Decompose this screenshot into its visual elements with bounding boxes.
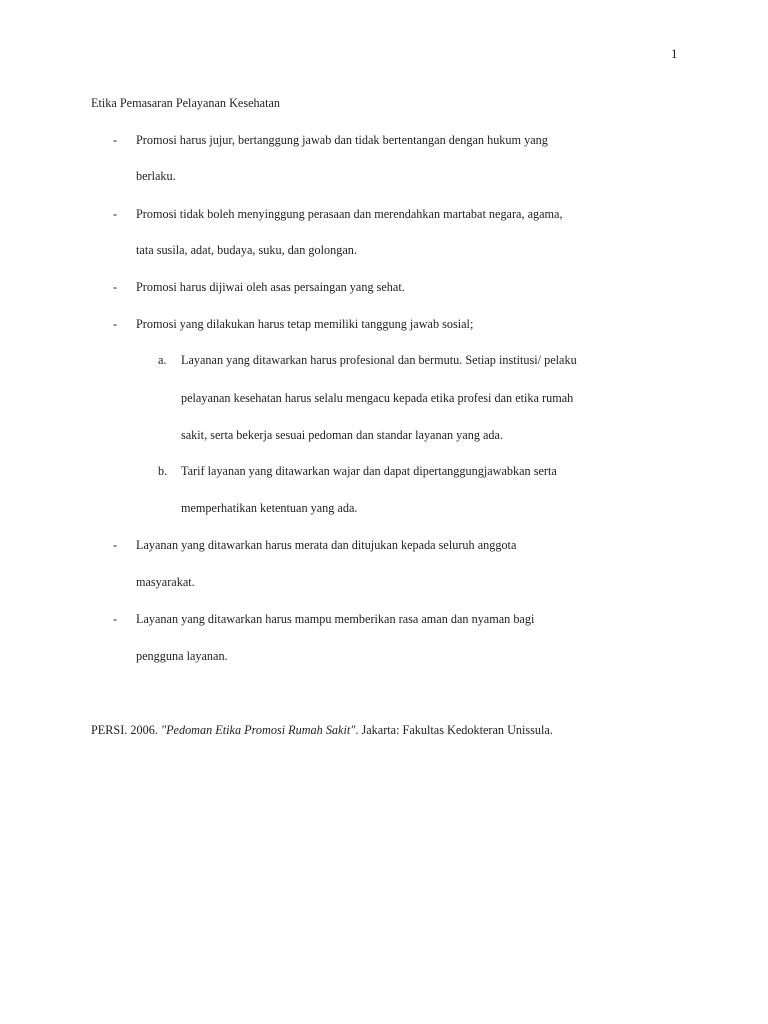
bullet-text-line: masyarakat. xyxy=(136,574,195,589)
bullet-marker: - xyxy=(113,132,118,147)
sub-list-text-line: sakit, serta bekerja sesuai pedoman dan standar layanan yang ada. xyxy=(181,427,504,442)
bullet-text-line: Layanan yang ditawarkan harus merata dan ditujukan kepada seluruh anggota xyxy=(136,537,517,552)
bullet-text-line: Layanan yang ditawarkan harus mampu memberikan rasa aman dan nyaman bagi xyxy=(136,611,535,626)
reference-suffix: . Jakarta: Fakultas Kedokteran Unissula. xyxy=(355,722,553,737)
sub-list-marker: a. xyxy=(158,352,167,367)
bullet-text-line: Promosi harus jujur, bertanggung jawab dan tidak bertentangan dengan hukum yang xyxy=(136,132,548,147)
sub-list-text-line: memperhatikan ketentuan yang ada. xyxy=(181,500,358,515)
document-title: Etika Pemasaran Pelayanan Kesehatan xyxy=(91,95,280,110)
bullet-text-line: pengguna layanan. xyxy=(136,648,228,663)
page-number: 1 xyxy=(671,46,678,61)
bullet-text-line: berlaku. xyxy=(136,168,176,183)
bullet-marker: - xyxy=(113,611,118,626)
bullet-marker: - xyxy=(113,206,118,221)
bullet-text-line: tata susila, adat, budaya, suku, dan golongan. xyxy=(136,242,357,257)
bullet-marker: - xyxy=(113,316,118,331)
reference-title: "Pedoman Etika Promosi Rumah Sakit" xyxy=(160,722,356,737)
sub-list-text-line: Tarif layanan yang ditawarkan wajar dan dapat dipertanggungjawabkan serta xyxy=(181,463,557,478)
sub-list-text-line: Layanan yang ditawarkan harus profesional dan bermutu. Setiap institusi/ pelaku xyxy=(181,352,577,367)
bullet-text-line: Promosi yang dilakukan harus tetap memiliki tanggung jawab sosial; xyxy=(136,316,474,331)
bullet-marker: - xyxy=(113,537,118,552)
sub-list-text-line: pelayanan kesehatan harus selalu mengacu kepada etika profesi dan etika rumah xyxy=(181,390,574,405)
reference-citation xyxy=(91,722,553,738)
reference-prefix: PERSI. 2006. xyxy=(91,722,161,737)
bullet-text-line: Promosi tidak boleh menyinggung perasaan dan merendahkan martabat negara, agama, xyxy=(136,206,563,221)
bullet-text-line: Promosi harus dijiwai oleh asas persaingan yang sehat. xyxy=(136,279,405,294)
bullet-marker: - xyxy=(113,279,118,294)
sub-list-marker: b. xyxy=(158,463,168,478)
